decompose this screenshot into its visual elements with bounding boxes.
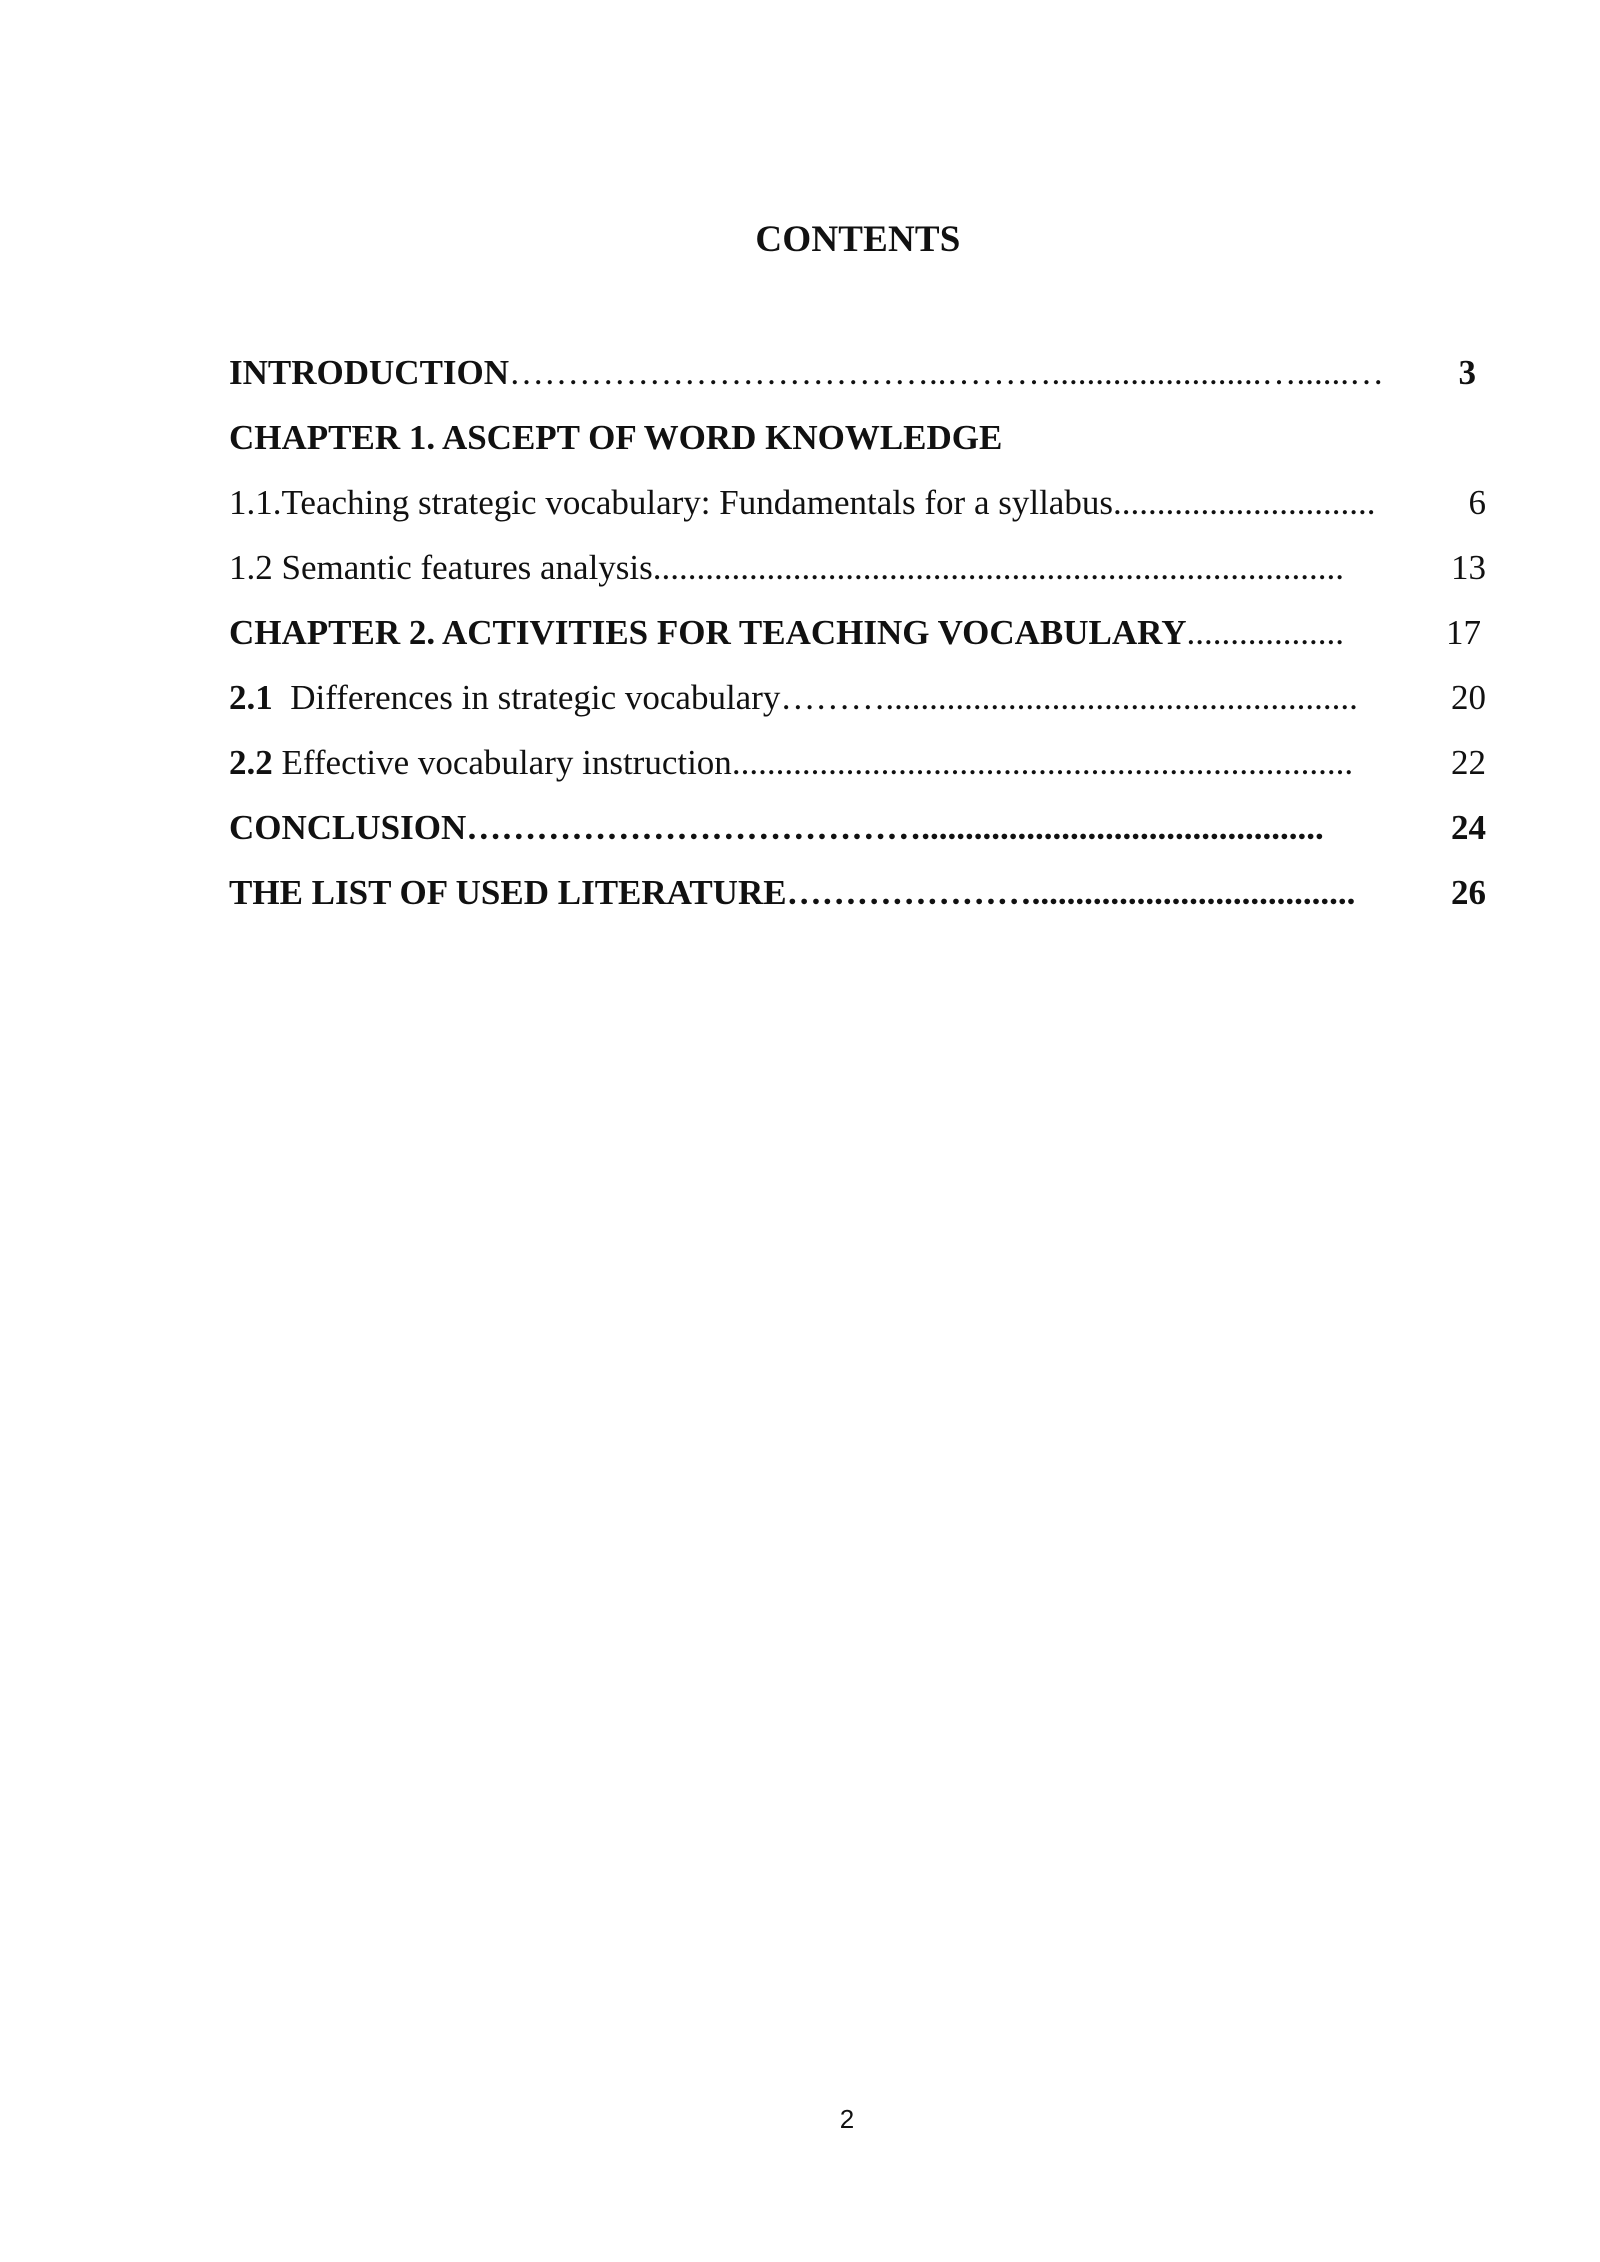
toc-leader-dots: .................. — [1186, 613, 1344, 652]
toc-section-number: 2.1 — [229, 678, 273, 717]
toc-entry-chapter-1[interactable] — [229, 405, 1486, 470]
toc-entry-conclusion[interactable] — [229, 795, 1486, 860]
toc-entry-label: CHAPTER 2. ACTIVITIES FOR TEACHING VOCABULARY — [229, 613, 1187, 652]
toc-entry-label: 1.1.Teaching strategic vocabulary: Fundamentals for a syllabus — [229, 483, 1113, 522]
toc-leader-dots: ....................................................................... — [731, 743, 1354, 782]
toc-entry-1-1[interactable] — [229, 470, 1486, 535]
toc-entry-label: CHAPTER 1. ASCEPT OF WORD KNOWLEDGE — [229, 418, 1003, 457]
toc-leader-dots: ………...................................................... — [780, 678, 1358, 717]
toc-entry-label: THE LIST OF USED LITERATURE — [229, 873, 787, 912]
toc-entry-label: Effective vocabulary instruction — [281, 743, 732, 782]
toc-entry-label: CONCLUSION — [229, 808, 467, 847]
toc-entry-1-2[interactable] — [229, 535, 1486, 600]
toc-page-number: 22 — [1451, 743, 1486, 782]
toc-entry-label: Differences in strategic vocabulary — [290, 678, 781, 717]
table-of-contents — [229, 340, 1486, 925]
toc-leader-dots: .............................. — [1112, 483, 1376, 522]
toc-entry-label: INTRODUCTION — [229, 353, 510, 392]
toc-leader-dots: …………………..................................... — [786, 873, 1356, 912]
page-title: CONTENTS — [755, 219, 961, 260]
toc-page-number: 6 — [1468, 483, 1486, 522]
toc-entry-chapter-2[interactable] — [229, 600, 1486, 665]
toc-leader-dots: ............................................................................... — [652, 548, 1345, 587]
toc-page-number: 3 — [1458, 353, 1476, 392]
toc-page-number: 13 — [1451, 548, 1486, 587]
toc-page-number: 20 — [1451, 678, 1486, 717]
toc-entry-2-2[interactable] — [229, 730, 1486, 795]
toc-entry-literature[interactable] — [229, 860, 1486, 925]
toc-section-number: 2.2 — [229, 743, 273, 782]
toc-leader-dots: ………………………………..………........................…......… — [509, 353, 1385, 392]
toc-entry-2-1[interactable] — [229, 665, 1486, 730]
toc-page-number: 17 — [1446, 613, 1481, 652]
page-number-footer: 2 — [839, 2104, 855, 2134]
toc-leader-dots: ………………………………….............................................. — [466, 808, 1324, 847]
toc-page-number: 24 — [1451, 808, 1486, 847]
toc-page-number: 26 — [1451, 873, 1486, 912]
toc-entry-label: 1.2 Semantic features analysis — [229, 548, 653, 587]
toc-entry-introduction[interactable] — [229, 340, 1486, 405]
